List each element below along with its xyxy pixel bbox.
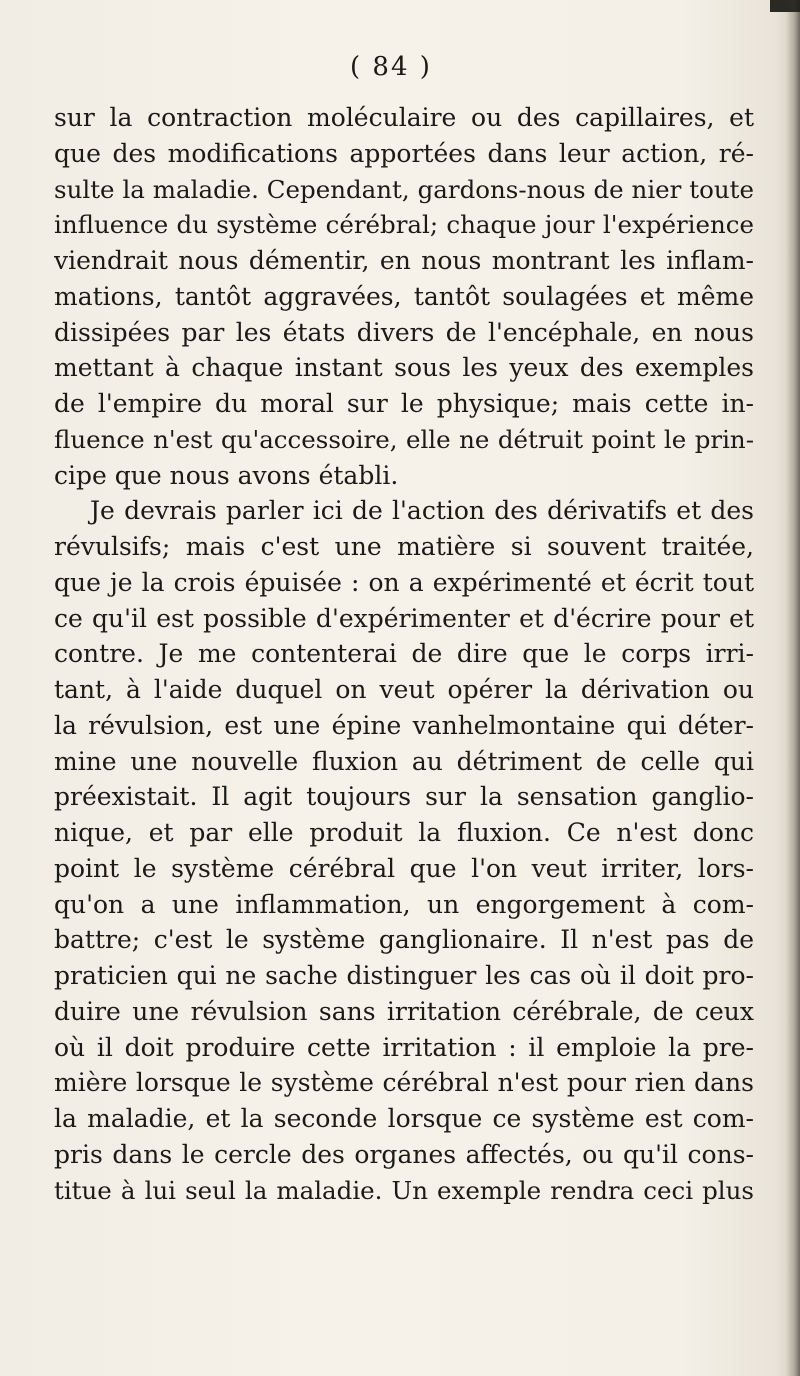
text-line: de l'empire du moral sur le physique; mais cette in- — [54, 389, 754, 418]
text-line: point le système cérébral que l'on veut irriter, lors- — [54, 853, 754, 883]
text-line: mière lorsque le système cérébral n'est pour rien dans — [54, 1068, 754, 1098]
text-line: qu'on a une inflammation, un engorgement à com- — [54, 889, 754, 919]
text-line: que je la crois épuisée : on a expérimenté et écrit tout — [54, 567, 754, 597]
text-line: mettant à chaque instant sous les yeux des exemples — [54, 353, 754, 383]
text-line: préexistait. Il agit toujours sur la sensation ganglio- — [54, 782, 754, 812]
text-line: titue à lui seul la maladie. Un exemple rendra ceci plus — [54, 1175, 754, 1205]
text-line: mine une nouvelle fluxion au détriment de celle qui — [54, 746, 754, 776]
text-line: tant, à l'aide duquel on veut opérer la dérivation ou — [54, 675, 754, 704]
text-line: viendrait nous démentir, en nous montrant les inflam- — [54, 246, 754, 275]
text-line: sulte la maladie. Cependant, gardons-nous de nier toute — [54, 174, 754, 204]
text-line: révulsifs; mais c'est une matière si souvent traitée, — [54, 532, 754, 561]
text-line: nique, et par elle produit la fluxion. Ce n'est donc — [54, 818, 754, 847]
page-number: ( 84 ) — [350, 52, 432, 82]
paragraph-first-line: Je devrais parler ici de l'action des dérivatifs et des — [90, 496, 754, 526]
text-line: fluence n'est qu'accessoire, elle ne détruit point le prin- — [54, 424, 754, 454]
text-line: mations, tantôt aggravées, tantôt soulagées et même — [54, 281, 754, 311]
text-line: pris dans le cercle des organes affectés, ou qu'il cons- — [54, 1139, 754, 1169]
text-line: la révulsion, est une épine vanhelmontaine qui déter- — [54, 710, 754, 740]
text-line: contre. Je me contenterai de dire que le corps irri- — [54, 639, 754, 669]
body-text — [54, 100, 754, 1208]
text-line: sur la contraction moléculaire ou des capillaires, et — [54, 103, 754, 132]
text-line: duire une révulsion sans irritation cérébrale, de ceux — [54, 996, 754, 1026]
page-edge-shadow — [786, 0, 800, 1376]
paragraph-last-line: cipe que nous avons établi. — [54, 460, 399, 490]
text-line: battre; c'est le système ganglionaire. Il n'est pas de — [54, 925, 754, 955]
text-line: que des modifications apportées dans leur action, ré- — [54, 138, 754, 168]
text-line: la maladie, et la seconde lorsque ce système est com- — [54, 1104, 754, 1133]
text-line: influence du système cérébral; chaque jour l'expérience — [54, 210, 754, 240]
text-line: praticien qui ne sache distinguer les cas où il doit pro- — [54, 961, 754, 990]
text-line: ce qu'il est possible d'expérimenter et d'écrire pour et — [54, 603, 754, 633]
text-line: où il doit produire cette irritation : il emploie la pre- — [54, 1032, 754, 1062]
text-line: dissipées par les états divers de l'encéphale, en nous — [54, 317, 754, 347]
